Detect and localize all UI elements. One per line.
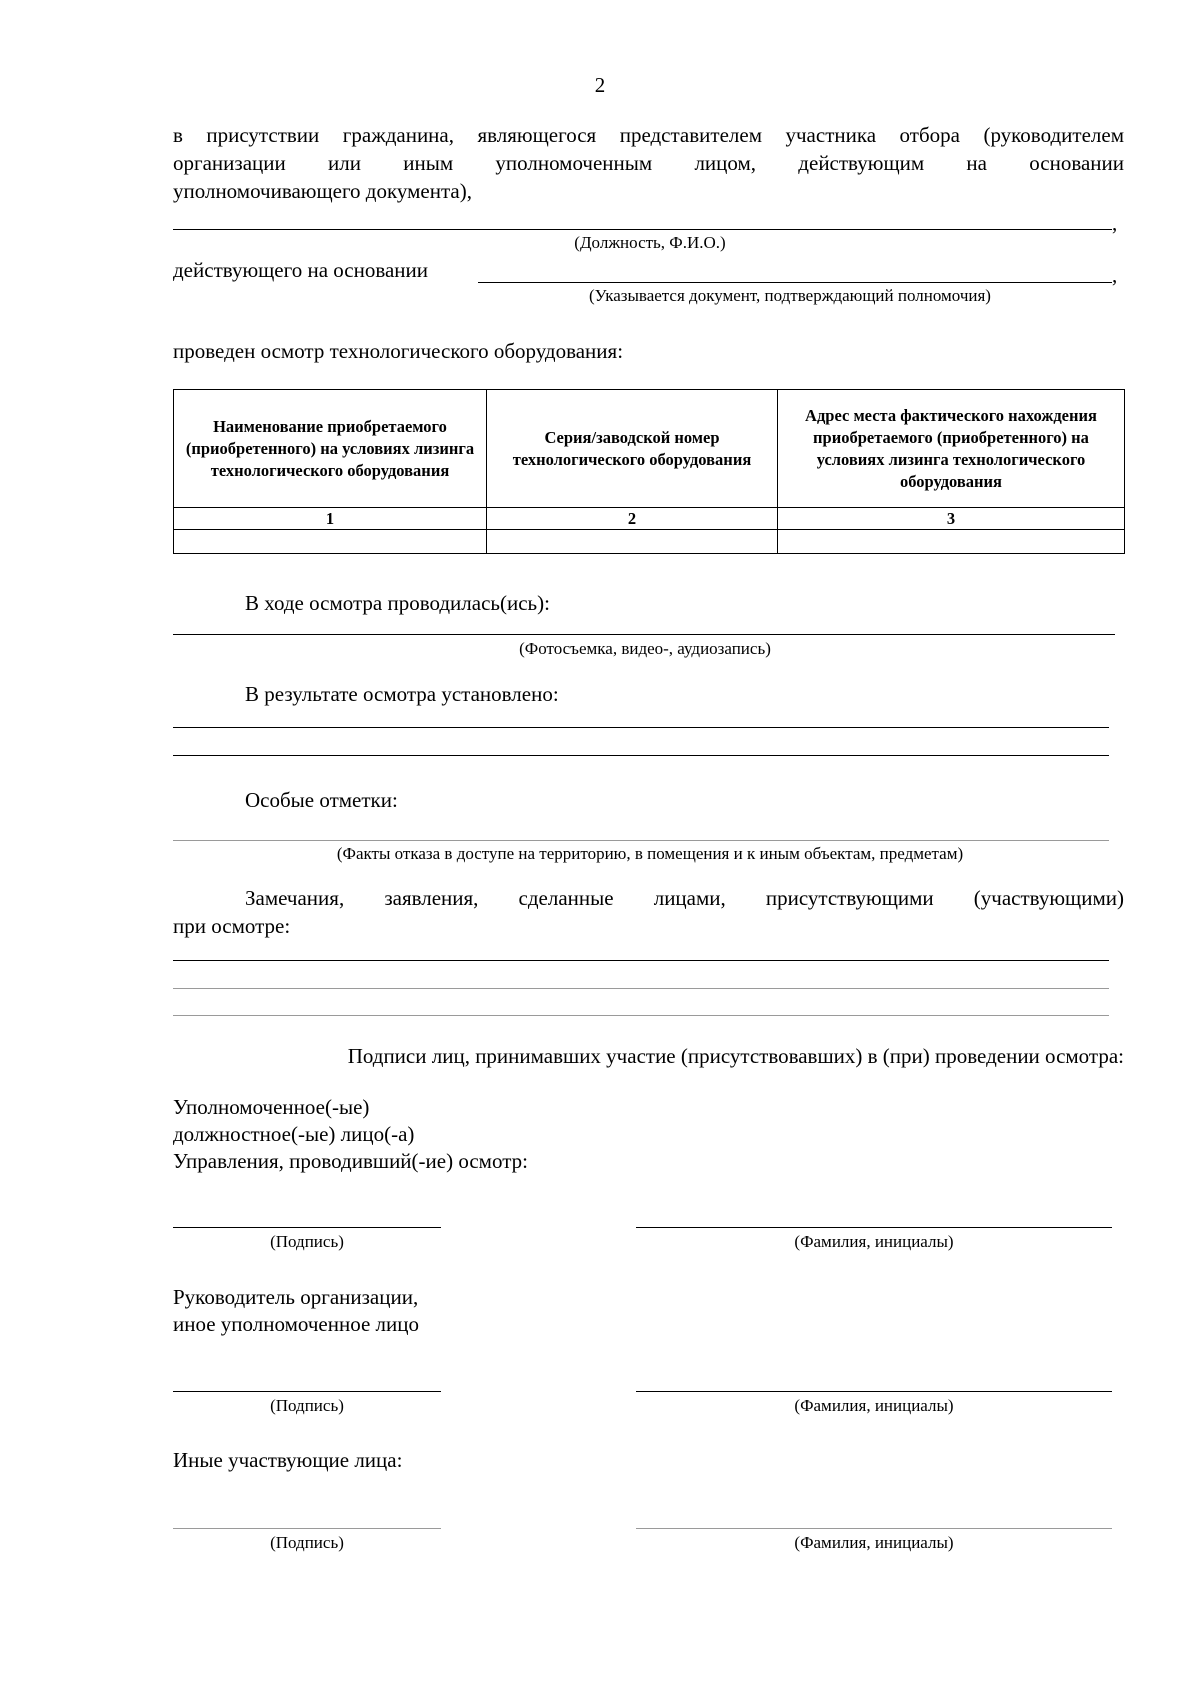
during-caption: (Фотосъемка, видео-, аудиозапись) [519,639,771,658]
position-field-line[interactable] [173,229,1112,230]
acting-caption: (Указывается документ, подтверждающий полномочия) [589,286,991,305]
during-field-line[interactable] [173,634,1115,635]
table-col-number: 3 [778,508,1125,530]
officials-line-1: Уполномоченное(-ые) [173,1095,370,1119]
result-label: В результате осмотра установлено: [245,682,559,706]
table-row [174,530,1125,554]
table-cell-empty[interactable] [487,530,778,554]
during-label: В ходе осмотра проводилась(ись): [245,591,550,615]
intro-line-2: организации или иным уполномоченным лицом, действующим на основании [173,151,1124,175]
officials-signature-line[interactable] [173,1227,441,1228]
result-field-line-1[interactable] [173,727,1109,728]
head-signature-caption: (Подпись) [270,1396,344,1415]
inspection-intro: проведен осмотр технологического оборудования: [173,339,624,363]
table-header-address: Адрес места фактического нахождения приобретаемого (приобретенного) на условиях лизинга технологического оборудования [778,390,1125,508]
acting-comma: , [1112,263,1118,287]
head-line-1: Руководитель организации, [173,1285,419,1309]
head-line-2: иное уполномоченное лицо [173,1312,419,1336]
others-name-caption: (Фамилия, инициалы) [794,1533,954,1552]
officials-line-3: Управления, проводивший(-ие) осмотр: [173,1149,528,1173]
page-number: 2 [594,73,606,97]
table-col-number: 1 [174,508,487,530]
acting-field-line[interactable] [478,282,1112,283]
intro-line-3: уполномочивающего документа), [173,179,472,203]
head-name-caption: (Фамилия, инициалы) [794,1396,954,1415]
special-label: Особые отметки: [245,788,398,812]
special-caption: (Факты отказа в доступе на территорию, в помещения и к иным объектам, предметам) [336,844,964,863]
officials-name-caption: (Фамилия, инициалы) [794,1232,954,1251]
table-number-row [174,508,1125,530]
remarks-line-1: Замечания, заявления, сделанные лицами, присутствующими (участвующими) [245,886,1124,910]
officials-name-line[interactable] [636,1227,1112,1228]
table-header-row [174,390,1125,508]
equipment-table [173,389,1125,554]
officials-signature-caption: (Подпись) [270,1232,344,1251]
special-field-line[interactable] [173,840,1109,841]
head-signature-line[interactable] [173,1391,441,1392]
signatures-intro: Подписи лиц, принимавших участие (присутствовавших) в (при) проведении осмотра: [347,1044,1124,1068]
officials-line-2: должностное(-ые) лицо(-а) [173,1122,415,1146]
head-name-line[interactable] [636,1391,1112,1392]
table-cell-empty[interactable] [174,530,487,554]
others-name-line[interactable] [636,1528,1112,1529]
table-cell-empty[interactable] [778,530,1125,554]
others-label: Иные участвующие лица: [173,1448,403,1472]
remarks-field-line-1[interactable] [173,960,1109,961]
acting-label: действующего на основании [173,258,429,282]
result-field-line-2[interactable] [173,755,1109,756]
table-col-number: 2 [487,508,778,530]
remarks-field-line-3[interactable] [173,1015,1109,1016]
table-header-equipment-name: Наименование приобретаемого (приобретенного) на условиях лизинга технологического оборудования [174,390,487,508]
intro-line-1: в присутствии гражданина, являющегося представителем участника отбора (руководителем [173,123,1124,147]
remarks-field-line-2[interactable] [173,988,1109,989]
remarks-line-2: при осмотре: [173,914,291,938]
others-signature-caption: (Подпись) [270,1533,344,1552]
table-header-serial-number: Серия/заводской номер технологического оборудования [487,390,778,508]
others-signature-line[interactable] [173,1528,441,1529]
position-caption: (Должность, Ф.И.О.) [574,233,726,252]
position-comma: , [1112,211,1118,235]
